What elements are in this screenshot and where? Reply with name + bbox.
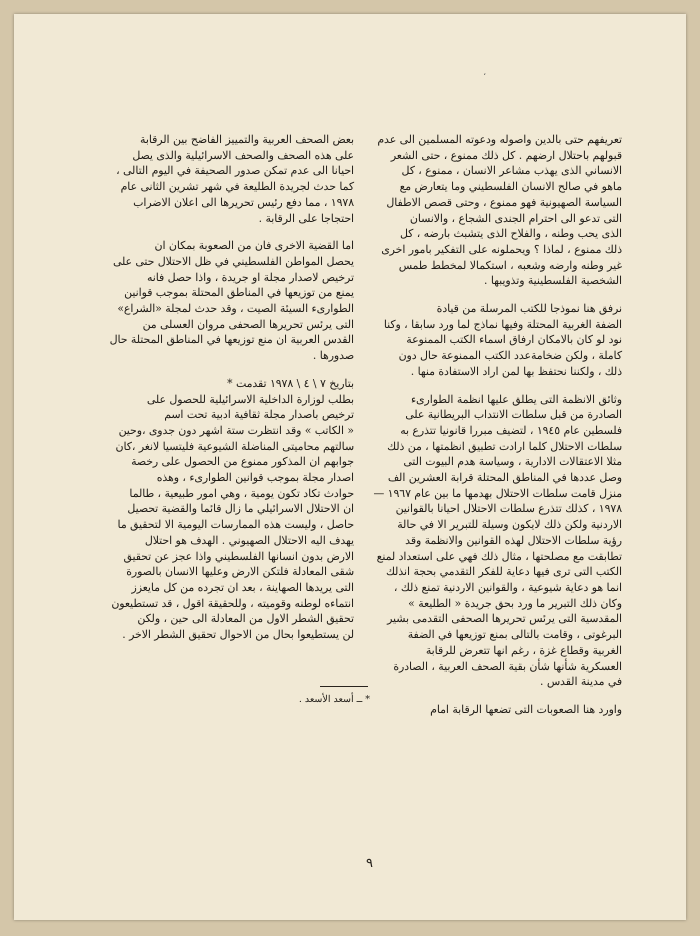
text-line: العسكرية شأنها شأن بقية الصحف العربية ، الصادرة [393, 659, 622, 673]
text-line: احيانا الى عدم تمكن صدور الصحيفة في اليوم التالى ، [116, 164, 354, 178]
text-line: الغربية وقطاع غزة ، رغم انها تتعرض للرقابة [425, 643, 622, 657]
text-line: اما القضية الاخرى فان من الصعوبة بمكان ان [154, 239, 354, 253]
text-line: التى تدعو الى احترام الجندى الشجاع ، والانسان [409, 211, 622, 225]
text-line: جوابهم ان المذكور ممنوع من الحصول على رخصة [131, 455, 354, 469]
text-line: بعض الصحف العربية والتمييز الفاضح بين الرقابة [140, 133, 354, 146]
text-line: ذلك ممنوع ، لماذا ؟ ويحملونه على التفكير بامور اخرى [381, 242, 622, 256]
text-line: الطوارىء السيئة الصيت ، وقد حدث لمجلة «الشراع» [117, 302, 354, 316]
text-line: ترخيص باصدار مجلة ثقافية ادبية تحت اسم [164, 408, 354, 422]
text-line: الكتب التى ترى فيها دعاية للفكر التقدمي بحجة انذلك [385, 565, 622, 579]
text-line: الصادرة من قبل سلطات الانتداب البريطانية على [405, 408, 622, 422]
text-line: سلطات الاحتلال كلما ارادت تطبيق انظمتها ، من ذلك [387, 439, 622, 453]
text-line: انتماءه لوطنه وقوميته ، وللحقيقة اقول ، قد تستطيعون [111, 596, 354, 610]
text-line: نود لو كان بالامكان ارفاق اسماء الكتب الممنوعة [406, 333, 622, 347]
text-line: احتجاجا على الرقابة . [258, 211, 354, 225]
text-line: السياسة الصهيونية فهو ممنوع ، وحتى قصص الاطفال [386, 195, 622, 209]
text-line: اصدار مجلة بموجب قوانين الطوارىء ، وهذه [156, 471, 354, 485]
paragraph [360, 702, 622, 718]
text-line: غير وطنه وارضه وشعبه ، استكمالا لمخطط طمس [398, 258, 622, 272]
text-line: تعريفهم حتى بالدين واصوله ودعوته المسلمين الى عدم [377, 133, 622, 146]
text-line: انما هو دعاية شيوعية ، والقوانين الاردنية تمنع ذلك ، [393, 580, 622, 594]
text-line: بطلب لوزارة الداخلية الاسرائيلية للحصول على [146, 392, 354, 406]
text-line: رؤية سلطات الاحتلال لهذه القوانين والانظمة وقد [405, 533, 622, 547]
text-line: شقى المعادلة فلتكن الارض وعليها الانسان بالصورة [126, 565, 354, 579]
text-line: فلسطين عام ١٩٤٥ ، لتضيف مبررا قانونيا تتذرع به [400, 423, 622, 437]
text-line: الارض بدون انسانها الفلسطيني واذا عجز عن تحقيق [123, 549, 354, 563]
text-line: التى يريدها الصهاينة ، بعد ان تجرده من كل مايعزز [131, 580, 354, 594]
paragraph [360, 132, 622, 289]
text-line: يحصل المواطن الفلسطيني في ظل الاحتلال حتى على [112, 254, 354, 268]
text-line: نرفق هنا نموذجا للكتب المرسلة من قيادة [436, 302, 622, 316]
text-line: ماهو في صالح الانسان الفلسطيني وما يتعارض مع [399, 180, 622, 194]
text-line: تطابقت مع مصلحتها ، مثال ذلك فهي على استعداد لمنع [376, 549, 622, 563]
text-line: كما حدث لجريدة الطليعة في شهر تشرين الثانى عام [120, 180, 354, 194]
text-line: يمنع من توزيعها في المناطق المحتلة بموجب قوانين [124, 286, 354, 300]
paragraph [92, 376, 354, 643]
text-line: الذى يحب وطنه ، والفلاح الذى يتشبث بارضه ، كل [399, 227, 622, 241]
left-text-column [92, 132, 354, 655]
text-line: كاملة ، ولكن ضخامةعدد الكتب الممنوعة حال دون [398, 349, 622, 363]
text-line: ذلك ، ولكننا نحتفظ بها لمن اراد الاستفادة منها . [410, 364, 622, 378]
text-line: حاصل ، وليست هذه الممارسات اليومية الا لتحقيق ما [117, 518, 354, 532]
page-number: ٩ [366, 856, 373, 871]
text-line: البرغوتى ، وقامت بالتالى بمنع توزيعها في الضفة [407, 628, 622, 642]
text-line: ١٩٧٨ ، كذلك تتذرع سلطات الاحتلال احيانا بالقوانين [395, 502, 622, 516]
text-line: يهدف اليه الاحتلال الصهيوني . الهدف هو احتلال [144, 533, 354, 547]
text-line: تحقيق الشطر الاول من المعادلة الى حين ، ولكن [137, 612, 354, 626]
text-line: التى يرئس تحريرها الصحفى مروان العسلى من [142, 317, 354, 331]
paragraph [92, 238, 354, 364]
text-line: مثلا الاعتقالات الادارية ، وسياسة هدم البيوت التى [403, 455, 622, 469]
right-text-column [360, 132, 622, 730]
text-line: الانساني الذى يهذب مشاعر الانسان ، ممنوع ، كل [401, 164, 622, 178]
text-line: في مدينة القدس . [540, 675, 622, 689]
text-line: منزل قامت سلطات الاحتلال بهدمها ما بين عام ١٩٦٧ — [373, 486, 622, 500]
text-line: على هذه الصحف والصحف الاسرائيلية والذى يصل [132, 148, 354, 162]
text-line: حوادث تكاد تكون يومية ، وهي امور طبيعية ، طالما [129, 486, 354, 500]
text-line: ان الاحتلال الاسرائيلي ما زال قائما والقضية تحصيل [127, 502, 354, 516]
paragraph [360, 301, 622, 380]
text-line: الاردنية ولكن ذلك لايكون وسيلة للتبرير الا في حالة [397, 518, 622, 532]
footnote-divider [320, 686, 368, 687]
text-line: وصل عددها في المناطق المحتلة قرابة العشرين الف [387, 471, 622, 485]
paragraph [92, 132, 354, 226]
footnote: * ــ أسعد الأسعد . [298, 694, 370, 705]
document-page [14, 14, 686, 920]
text-line: سالتهم محاميتى المناضلة الشيوعية فليتسيا لانغر ،كان [115, 439, 354, 453]
text-line: صدورها . [312, 349, 354, 363]
text-line: المقدسية التى يرئس تحريرها الصحفى التقدمى بشير [387, 612, 622, 626]
text-line: ١٩٧٨ ، مما دفع رئيس تحريرها الى اعلان الاضراب [133, 195, 354, 209]
text-line: الشخصية الفلسطينية وتذويبها . [483, 274, 622, 288]
text-line: ترخيص لاصدار مجلة او جريدة ، واذا حصل فانه [146, 270, 354, 284]
text-line: بتاريخ ٧ \ ٤ \ ١٩٧٨ تقدمت * [227, 376, 354, 390]
text-line: واورد هنا الصعوبات التى تضعها الرقابة امام [430, 702, 622, 716]
text-line: قبولهم باحتلال ارضهم . كل ذلك ممنوع ، حتى الشعر [390, 148, 622, 162]
text-line: لن يستطيعوا بحال من الاحوال تحقيق الشطر الاخر . [122, 628, 354, 642]
text-line: وثائق الانظمة التى يطلق عليها انظمة الطوارىء [410, 392, 622, 406]
text-line: وكان ذلك التبرير ما ورد بحق جريدة « الطليعة » [408, 596, 622, 610]
paragraph [360, 392, 622, 690]
text-line: القدس العربية ان منع توزيعها في المناطق المحتلة حال [109, 333, 354, 347]
text-line: « الكاتب » وقد انتظرت ستة اشهر دون جدوى ،وحين [118, 423, 354, 437]
text-line: الضفة الغربية المحتلة وفيها نماذج لما ورد سابقا ، وكنا [383, 317, 622, 331]
corner-mark: ، [483, 68, 486, 77]
